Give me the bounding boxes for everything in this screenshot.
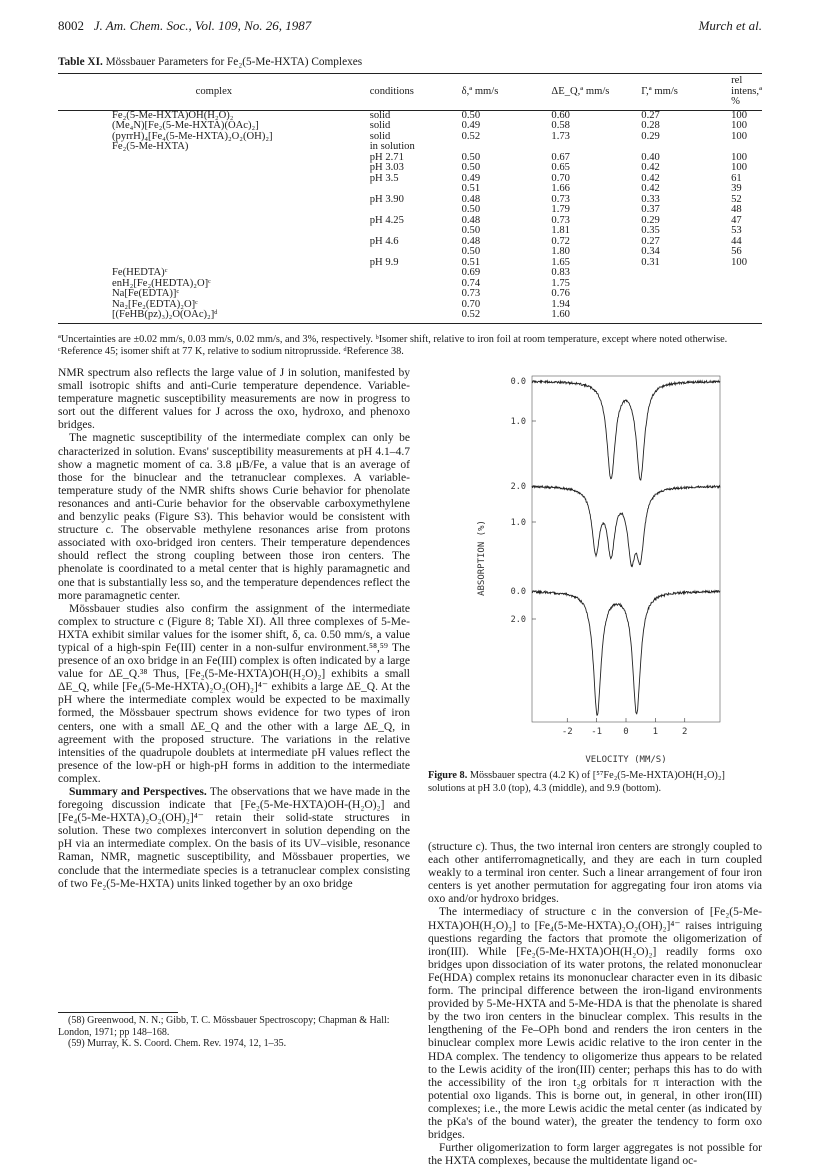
journal-citation: J. Am. Chem. Soc., Vol. 109, No. 26, 1987 [93,18,312,33]
table-cell: 100 [731,120,748,131]
table-cell: 1.66 [551,183,570,194]
table-cell: (pyrrH)₄[Fe₄(5-Me-HXTA)₂O₂(OH)₂] [112,130,273,142]
table-cell: 0.29 [641,214,660,226]
table-cell: 0.73 [551,193,570,205]
paragraph: Mössbauer studies also confirm the assignment of the intermediate complex to structure c (Figure 8; Table XI). All three complexes of 5-Me-HXTA exhibit similar values for the isomer shift, δ, ca. 0.50 mm/s, a value typical of a high-spin Fe(III) center in a non-sulfur environment.⁵⁸,⁵⁹ The presence of an oxo bridge in an Fe(III) complex is often indicated by a large value for ΔE_Q.³⁸ Thus, [Fe₂(5-Me-HXTA)OH(H₂O)₂] exhibits a small ΔE_Q, while [Fe₄(5-Me-HXTA)₂O₂(OH)₂]⁴⁻ exhibits a large ΔE_Q. At the pH where the intermediate complex would be expected to be maximally formed, the Mössbauer spectrum shows evidence for two types of iron centers, one with a small ΔE_Q and the other with a large ΔE_Q, in agreement with the proposed structure. The variations in the relative intensities of the quadrupole doublets at intermediate pH values reflect the presence of the low-pH or high-pH forms in addition to the intermediate complex. [58,602,410,785]
table-cell [370,184,462,195]
table-cell [370,289,462,300]
table-cell: 0.27 [641,109,660,121]
table-row [58,289,762,300]
reference-59: (59) Murray, K. S. Coord. Chem. Rev. 1974, 12, 1–35. [68,1038,287,1049]
table-cell: 0.51 [461,256,481,268]
table-cell: 100 [731,151,748,163]
spectrum-trace [532,486,720,567]
table-cell: Fe₂(5-Me-HXTA) [112,141,189,152]
table-cell: 0.69 [461,267,481,278]
table-cell [370,279,462,290]
table-cell [641,300,731,311]
table-footnote: ªUncertainties are ±0.02 mm/s, 0.03 mm/s, 0.02 mm/s, and 3%, respectively. ᵇIsomer shift, relative to iron foil at room temperature, except where noted otherwise. ᶜReference 45; isomer shift at 77 K, relative to sodium nitroprusside. ᵈReference 38. [58,334,728,357]
column-header: rel intens,ª % [731,74,762,111]
section-heading: Summary and Perspectives. [69,786,207,798]
table-cell: 0.42 [641,172,660,184]
table-cell: 0.48 [461,193,481,205]
table-cell [370,310,462,323]
table-cell: 100 [731,109,748,121]
paragraph: The intermediacy of structure c in the conversion of [Fe₂(5-Me-HXTA)OH(H₂O)₂] to [Fe₄(5-Me-HXTA)₂O₂(OH)₂]⁴⁻ raises intriguing questions regarding the factors that promote the oligomerization of iron(III). While [Fe₂(5-Me-HXTA)OH(H₂O)₂] readily forms oxo bridges upon dissociation of its water protons, the related mononuclear Fe(HDA) complex retains its mononuclear character even in its dibasic form. The principal difference between the iron-ligand environments provided by 5-Me-HXTA and 5-Me-HDA is that the phenolate is shared by the two iron centers in the binuclear complex. This results in the lengthening of the Fe–OPh bond and renders the iron centers in the binuclear complex more Lewis acidic relative to the iron center in the HDA complex. The tendency to oligomerize thus appears to be related to the Lewis acidity of the iron(III) center; perhaps this has to do with the accessibility of the iron t₂g orbitals for π interaction with the potential oxo ligands. This is borne out, in general, in other iron(III) complexes; i.e., the more Lewis acidic the metal center (as indicated by the pKa's of the bound water), the greater the tendency to form oxo bridges. [428,906,762,1142]
table-cell: Na₂[Fe₂(EDTA)₂O]ᶜ [112,298,198,310]
table-cell: 0.60 [551,109,570,121]
table-cell: 48 [731,204,742,215]
table-cell: 61 [731,172,742,184]
table-cell: 0.73 [551,214,570,226]
table-cell [58,216,370,227]
table-cell: 0.52 [462,310,552,323]
table-cell: 100 [731,130,748,142]
table-caption [58,56,362,68]
table-cell: 56 [731,246,742,257]
figure-caption [428,770,762,795]
table-cell: Fe(HEDTA)ᶜ [112,267,168,278]
table-cell: Na[Fe(EDTA)]ᶜ [112,288,180,299]
table-cell [731,268,762,279]
table-cell: enH₂[Fe₂(HEDTA)₂O]ᶜ [112,277,211,289]
table-cell: 0.72 [551,235,570,247]
table-cell: 0.42 [641,183,660,194]
figure-label: Figure 8. [428,770,468,781]
table-cell: 0.52 [461,130,481,142]
table-cell: 0.51 [461,183,481,194]
table-title: Mössbauer Parameters for Fe₂(5-Me-HXTA) Complexes [105,56,363,68]
table-cell: 0.74 [461,277,481,289]
table-cell: [(FeHB(pz)₃)₂O(OAc)₂]ᵈ [58,310,370,323]
panel-label: 0.0 [510,587,526,597]
paragraph [58,786,410,891]
table-cell: 0.42 [641,162,660,173]
reference-rule [58,1012,178,1013]
column-header: δ,ª mm/s [462,74,552,111]
table-cell: 0.37 [641,204,660,215]
table-cell: pH 2.71 [369,151,404,163]
table-cell [58,184,370,195]
table-cell [58,174,370,185]
table-cell: 0.58 [551,120,570,131]
table-cell [58,195,370,206]
mossbauer-table [58,73,762,324]
table-row [58,163,762,174]
table-cell [58,205,370,216]
references [58,1012,410,1050]
table-cell: solid [369,109,391,121]
table-cell: 52 [731,193,742,205]
reference-58: (58) Greenwood, N. N.; Gibb, T. C. Mössbauer Spectroscopy; Chapman & Hall: London, 1971; pp 148–168. [58,1015,390,1038]
x-tick-label: -1 [591,727,603,737]
table-cell [731,300,762,311]
table-cell: 47 [731,214,742,226]
table-row [58,205,762,216]
table-cell [731,289,762,300]
table-cell [641,289,731,300]
table-cell: 0.33 [641,193,660,205]
table-cell: 39 [731,183,742,194]
table-cell [462,142,552,153]
table-cell: 100 [731,256,748,268]
table-row [58,184,762,195]
column-header: Γ,ª mm/s [641,74,731,111]
table-cell: Fe₂(5-Me-HXTA)OH(H₂O)₂ [112,109,234,121]
table-cell: pH 3.90 [369,193,404,205]
table-cell [731,310,762,323]
x-tick-label: -2 [561,727,573,737]
table-cell: 0.65 [551,162,570,173]
table-cell: 0.31 [641,256,660,268]
table-cell: 0.70 [551,172,570,184]
table-cell: 0.49 [461,120,481,131]
table-cell: 0.35 [641,225,660,236]
table-cell [58,237,370,248]
table-cell: 1.65 [551,256,570,268]
table-cell: 0.50 [461,204,481,215]
x-tick-label: 1 [652,727,659,737]
table-cell: 0.83 [551,267,570,278]
table-cell: 1.80 [551,246,570,257]
x-axis-ticks [562,718,688,737]
table-cell: 0.50 [461,151,481,163]
spectra-traces [532,381,720,716]
panel-label: 1.0 [510,417,526,427]
y-axis-label: ABSORPTION (%) [477,520,487,596]
table-cell [641,279,731,290]
table-cell: pH 4.6 [369,235,399,247]
spectrum-trace [532,381,720,480]
table-cell [551,142,641,153]
table-cell: 0.40 [641,151,660,163]
table-label: Table XI. [58,56,103,68]
table-cell: 0.49 [461,172,481,184]
table-row [58,268,762,279]
table-cell: 0.29 [641,130,660,142]
table-cell [731,279,762,290]
mossbauer-spectra-chart [428,368,762,768]
panel-label: 2.0 [510,615,526,625]
figure-8 [428,368,762,768]
table-cell: 0.27 [641,235,660,247]
table-cell: 1.81 [551,225,570,236]
table-cell: (Me₄N)[Fe₂(5-Me-HXTA)(OAc)₂] [112,120,259,131]
table-cell [370,247,462,258]
table-cell [58,163,370,174]
column-header: ΔE_Q,ª mm/s [551,74,641,111]
table-cell: solid [369,130,391,142]
table-cell: 0.70 [461,298,481,310]
page-number: 8002 [58,18,84,33]
table-cell: 0.50 [461,246,481,257]
table-cell: pH 4.25 [369,214,404,226]
x-axis-label: VELOCITY (MM/S) [585,755,667,765]
paragraph: The magnetic susceptibility of the intermediate complex can only be characterized in solution. Evans' susceptibility measurements at pH 4.1–4.7 show a magnetic moment of ca. 3.8 μB/Fe, a value that is an average of those for the binuclear and the tetranuclear complexes. A variable-temperature study of the NMR shifts shows Curie behavior for phenolate resonances and anti-Curie behavior for the observable carboxymethylene and benzylic peaks (Figure S3). This behavior would be consistent with structure c. The observable methylene resonances arise from protons associated with oxo-bridged iron centers. Their temperature dependences should reflect the strong coupling between those iron centers. The phenolate is coordinated to a metal center that is highly paramagnetic and one that is substantially less so, and the temperature dependences reflect the more paramagnetic center. [58,432,410,602]
paragraph: (structure c). Thus, the two internal iron centers are strongly coupled to each other antiferromagnetically, and they are each in turn coupled weakly to a terminal iron center. Such a linear arrangement of four iron centers is yet another permutation for aggregating four iron atoms via oxo and/or hydroxo bridges. [428,841,762,906]
table-cell [58,153,370,164]
table-cell: 1.73 [551,130,570,142]
table-cell [641,268,731,279]
table-cell: 53 [731,225,742,236]
table-row [58,247,762,258]
table-cell: 0.50 [461,162,481,173]
table-cell: 1.60 [551,310,641,323]
table-cell: 0.50 [461,225,481,236]
running-header [58,18,762,38]
table-cell: 0.28 [641,120,660,131]
panel-label: 0.0 [510,377,526,387]
left-text-column [58,367,410,891]
table-cell: 0.34 [641,246,660,257]
table-row [58,142,762,153]
table-cell: solid [369,120,391,131]
table-cell: 0.73 [461,288,481,299]
table-body [58,110,762,323]
table-cell: in solution [369,141,415,152]
paragraph: NMR spectrum also reflects the large value of J in solution, manifested by small isotropic shifts and anti-Curie temperature dependence. Variable-temperature magnetic susceptibility measurements are now in progress to sort out the different values for J across the oxo, hydroxo, and phenoxo bridges. [58,367,410,432]
table-cell [370,226,462,237]
spectrum-trace [532,591,720,716]
table-cell [370,205,462,216]
table-cell: 0.48 [461,235,481,247]
table-cell: 0.76 [551,288,570,299]
table-cell: 1.94 [551,298,570,310]
plot-frame [532,376,720,722]
table-cell [731,142,762,153]
x-tick-label: 2 [682,727,688,737]
table-row [58,121,762,132]
table-cell: 100 [731,162,748,173]
column-header: conditions [370,74,462,111]
table-cell: pH 9.9 [369,256,399,268]
paragraph-text: The observations that we have made in the foregoing discussion indicate that [Fe₂(5-Me-HXTA)OH-(H₂O)₂] and [Fe₄(5-Me-HXTA)₂O₂(OH)₂]⁴⁻ retain their solid-state structures in solution. These two complexes interconvert in solution depending on the pH via an intermediate complex. On the basis of its UV–visible, resonance Raman, NMR, magnetic susceptibility, and Mössbauer properties, we conclude that the intermediate species is a tetranuclear complex consisting of two Fe₂(5-Me-HXTA) units linked together by an oxo bridge [58,786,410,890]
table-cell: 1.75 [551,277,570,289]
table-cell: 44 [731,235,742,247]
panel-label: 1.0 [510,518,526,528]
figure-caption-text: Mössbauer spectra (4.2 K) of [⁵⁷Fe₂(5-Me-HXTA)OH(H₂O)₂] solutions at pH 3.0 (top), 4.3 (middle), and 9.9 (bottom). [428,770,725,794]
table-cell: 0.48 [461,214,481,226]
table-cell [370,268,462,279]
table-cell [58,226,370,237]
table-cell [641,310,731,323]
table-header-row [58,74,762,111]
table-cell: pH 3.03 [369,162,404,173]
right-text-column [428,841,762,1168]
table-cell [641,142,731,153]
table-row [58,226,762,237]
table-cell [370,300,462,311]
table-cell: pH 3.5 [369,172,399,184]
table-row [58,310,762,323]
table-cell: 0.67 [551,151,570,163]
panel-label: 2.0 [510,482,526,492]
paragraph: Further oligomerization to form larger aggregates is not possible for the HXTA complexes, because the multidentate ligand oc- [428,1142,762,1168]
table-cell: 0.50 [461,109,481,121]
author-header: Murch et al. [698,18,762,33]
x-tick-label: 0 [623,727,629,737]
table-cell: 1.79 [551,204,570,215]
column-header: complex [58,74,370,111]
table-cell [58,258,370,269]
table-cell [58,247,370,258]
